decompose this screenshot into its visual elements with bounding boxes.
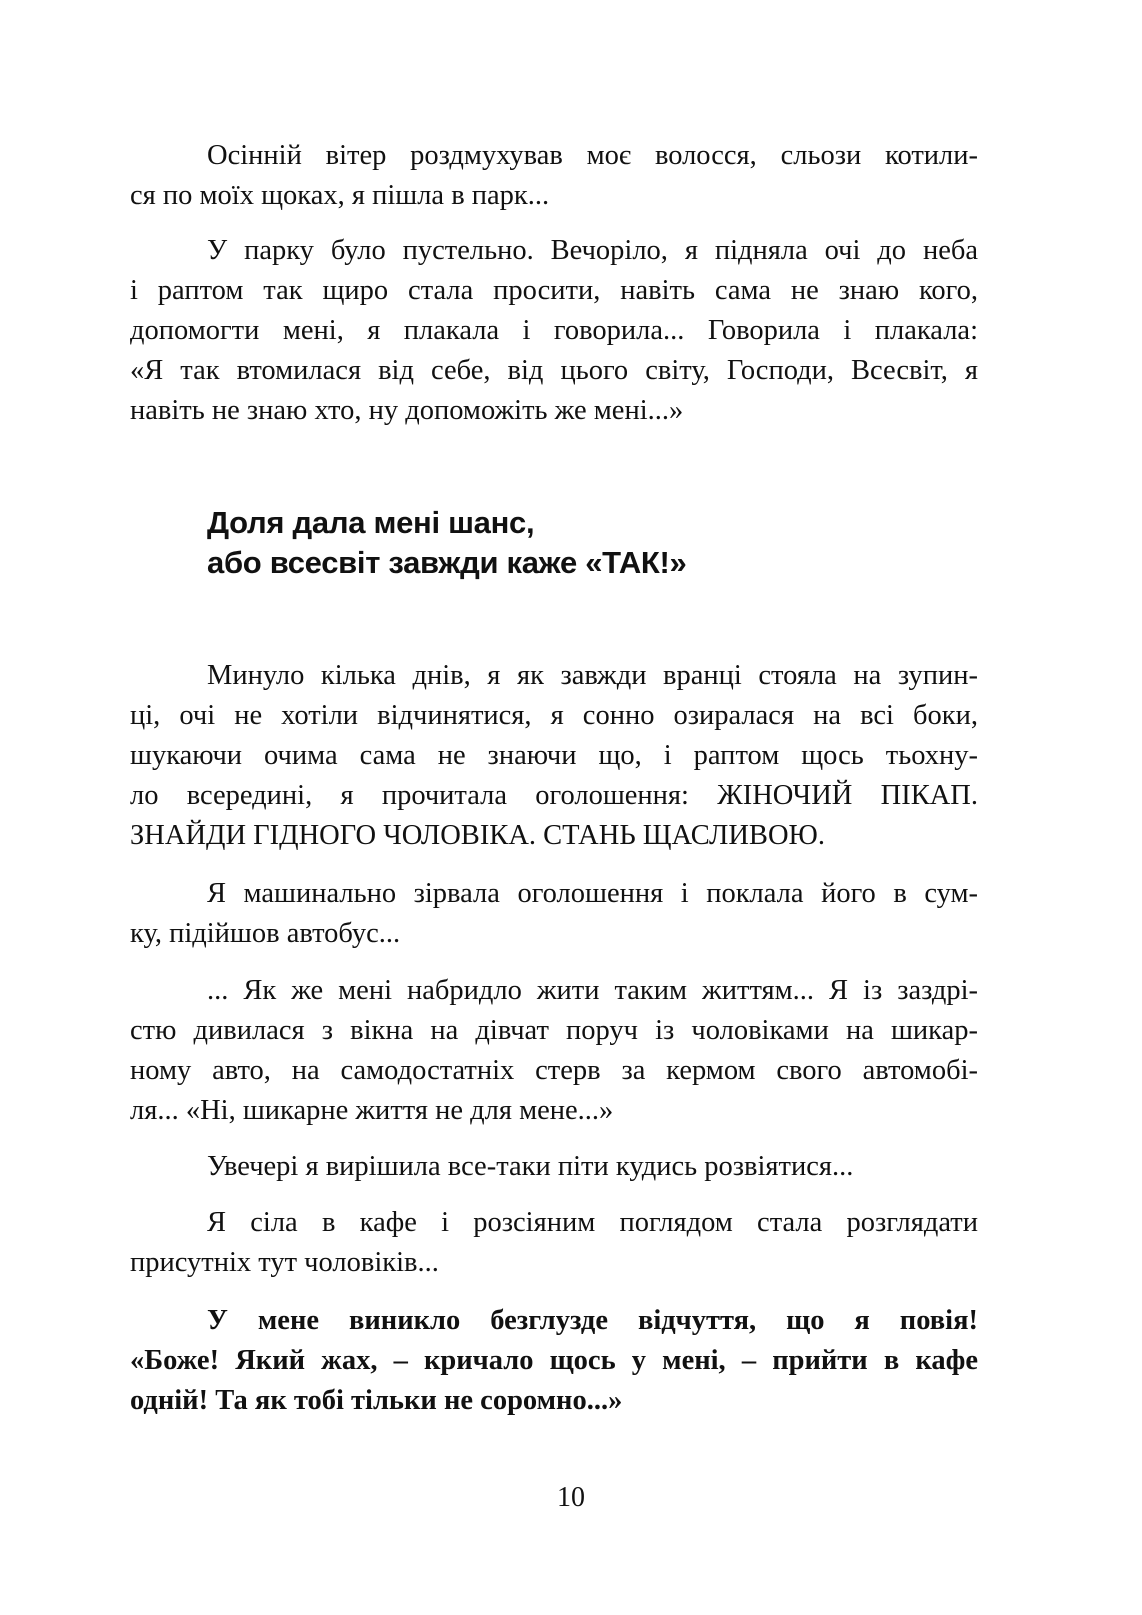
paragraph-3-line: ЗНАЙДИ ГІДНОГО ЧОЛОВІКА. СТАНЬ ЩАСЛИВОЮ.	[130, 820, 825, 851]
paragraph-7-line: Я сіла в кафе і розсіяним поглядом стала розглядати	[207, 1207, 978, 1238]
paragraph-2-line: і раптом так щиро стала просити, навіть сама не знаю кого,	[130, 275, 978, 306]
paragraph-7-line: присутніх тут чоловіків...	[130, 1247, 439, 1278]
paragraph-8-line: У мене виникло безглузде відчуття, що я повія!	[207, 1305, 978, 1336]
section-heading-line-1: Доля дала мені шанс,	[207, 505, 535, 540]
paragraph-5-line: стю дивилася з вікна на дівчат поруч із чоловіками на шикар-	[130, 1015, 978, 1046]
paragraph-6-line: Увечері я вирішила все-таки піти кудись розвіятися...	[207, 1151, 854, 1182]
paragraph-3-line: Минуло кілька днів, я як завжди вранці стояла на зупин-	[207, 660, 978, 691]
paragraph-2-line: «Я так втомилася від себе, від цього світу, Господи, Всесвіт, я	[130, 355, 978, 386]
paragraph-8-line: одній! Та як тобі тільки не соромно...»	[130, 1385, 623, 1416]
paragraph-1-line: ся по моїх щоках, я пішла в парк...	[130, 180, 550, 211]
paragraph-8-line: «Боже! Який жах, – кричало щось у мені, – прийти в кафе	[130, 1345, 978, 1376]
page-number: 10	[557, 1482, 585, 1513]
paragraph-5-line: ... Як же мені набридло жити таким життям... Я із заздрі-	[207, 975, 978, 1006]
paragraph-4-line: Я машинально зірвала оголошення і поклала його в сум-	[207, 878, 978, 909]
paragraph-5-line: ному авто, на самодостатніх стерв за кермом свого автомобі-	[130, 1055, 978, 1086]
paragraph-3-line: ці, очі не хотіли відчинятися, я сонно озиралася на всі боки,	[130, 700, 978, 731]
paragraph-3-line: ло всередині, я прочитала оголошення: ЖІНОЧИЙ ПІКАП.	[130, 780, 978, 811]
paragraph-5-line: ля... «Ні, шикарне життя не для мене...»	[130, 1095, 614, 1126]
paragraph-3-line: шукаючи очима сама не знаючи що, і раптом щось тьохну-	[130, 740, 978, 771]
paragraph-4-line: ку, підійшов автобус...	[130, 918, 401, 949]
paragraph-2-line: допомогти мені, я плакала і говорила... Говорила і плакала:	[130, 315, 978, 346]
paragraph-2-line: У парку було пустельно. Вечоріло, я підняла очі до неба	[207, 235, 978, 266]
paragraph-1-line: Осінній вітер роздмухував моє волосся, сльози котили-	[207, 140, 978, 171]
section-heading-line-2: або всесвіт завжди каже «ТАК!»	[207, 545, 687, 580]
paragraph-2-line: навіть не знаю хто, ну допоможіть же мені...»	[130, 395, 684, 426]
